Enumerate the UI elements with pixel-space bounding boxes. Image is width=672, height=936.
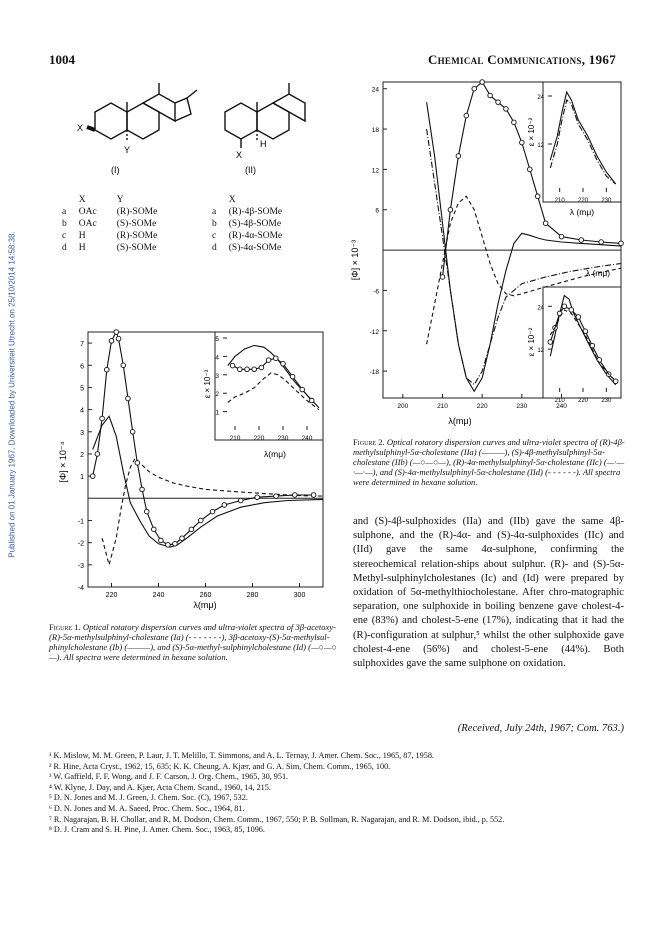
x-tick-label: 240: [301, 435, 313, 442]
y-tick-label: -6: [373, 288, 379, 296]
x-tick-label: 210: [554, 398, 565, 404]
y-tick-label: -4: [77, 585, 84, 592]
y-tick-label: 6: [80, 363, 84, 371]
x-tick-label: 200: [397, 403, 409, 410]
data-point: [210, 509, 215, 514]
data-point: [199, 518, 204, 523]
data-point: [266, 358, 271, 363]
data-point: [480, 80, 485, 85]
y-tick-label: 4: [80, 407, 84, 415]
x-tick-label: 220: [105, 592, 118, 599]
data-point: [293, 493, 298, 498]
data-point: [488, 93, 493, 98]
x-tick-label: 210: [229, 435, 241, 442]
data-point: [274, 494, 279, 499]
figure-2-ylabel: [Φ] × 10⁻³: [350, 239, 360, 281]
y-tick-label: 3: [215, 372, 219, 380]
y-tick-label: 12: [537, 143, 544, 149]
data-point: [448, 207, 453, 212]
data-point: [259, 365, 264, 370]
data-point: [222, 503, 227, 508]
data-point: [114, 330, 119, 335]
data-point: [135, 461, 140, 466]
figure-2-inset-bottom-ylabel: ε × 10⁻²: [527, 327, 536, 357]
y-tick-label: 24: [537, 305, 544, 312]
data-point: [100, 416, 105, 421]
data-point: [255, 495, 260, 500]
data-point: [464, 113, 469, 118]
x-tick-label: 240: [152, 592, 165, 599]
x-tick-label: 260: [199, 592, 212, 599]
y-tick-label: 12: [537, 348, 544, 355]
data-point: [597, 358, 602, 363]
figure-2-inset-top-ylabel: ε × 10⁻²: [527, 117, 536, 147]
data-point: [173, 541, 178, 546]
y-tick-label: 3: [80, 429, 84, 437]
y-tick-label: 2: [215, 391, 219, 399]
data-point: [527, 167, 532, 172]
struct-I-x: X: [77, 123, 84, 133]
page-number: 1004: [49, 52, 75, 67]
figure-1-xlabel: λ(mμ): [193, 600, 217, 610]
struct-II-label: (II): [245, 165, 256, 175]
data-point: [126, 396, 131, 401]
data-point: [311, 493, 316, 498]
figure-2-xlabel: λ(mμ): [448, 416, 472, 426]
data-point: [576, 315, 581, 320]
figure-2-inset-top-frame: [543, 82, 621, 202]
data-point: [619, 241, 624, 246]
x-tick-label: 220: [577, 398, 589, 404]
y-tick-label: 5: [215, 336, 219, 343]
data-point: [189, 527, 194, 532]
x-tick-label: 300: [293, 592, 306, 599]
references: [49, 751, 624, 836]
data-point: [121, 363, 126, 368]
journal-header: Chemical Communications, 1967: [427, 52, 616, 67]
body-paragraph: and (S)-4β-sulphoxides (IIa) and (IIb) gave the same 4β-sulphone, and the (R)-4α- and (S)-4α-sulphoxides (IIc) and (IId) gave the same 4α-sulphone, confirming the stereochemical relation-ships about sulphur. (R)- and (S)-5α-Methyl-sulphinylcholestanes (Ic) and (Id) were prepared by oxidation of 5α-methylthiocholestane. After chro-matographic separation, one sulphoxide in boiling benzene gave cholest-4-ene (83%) and cholest-5-ene (17%), indicating that it had the (R)-configuration at sulphur,⁵ whilst the other sulphoxide gave cholest-4-ene (56%) and cholest-5-ene (44%). Both sulphoxides gave the same sulphone on oxidation.: [353, 516, 624, 670]
struct-II-x: X: [236, 150, 243, 160]
data-point: [95, 452, 100, 457]
data-point: [562, 304, 567, 309]
data-point: [152, 527, 157, 532]
y-tick-label: 1: [80, 474, 84, 482]
x-tick-label: 280: [246, 592, 259, 599]
struct-II-h: H: [260, 139, 267, 149]
data-point: [440, 275, 445, 280]
steroid-structures: [75, 78, 310, 188]
y-tick-label: 18: [371, 127, 379, 135]
y-tick-label: 2: [80, 451, 84, 459]
data-point: [535, 194, 540, 199]
data-point: [90, 474, 95, 479]
data-point: [252, 367, 257, 372]
table-I: X Y a OAc (R)-SOMe b OAc (S)-SOMe c H (R)-SOMe d H (S)-SOMe: [62, 195, 158, 253]
y-tick-label: 6: [375, 207, 379, 215]
x-tick-label: 230: [277, 435, 289, 442]
data-point: [569, 308, 574, 313]
figure-1-caption: Figure 1. Optical rotatory dispersion curves and ultra-violet spectra of 3β-acetoxy-(R)-5α-methylsulphinyl-cholestane (Ia) (- - - - - - -), 3β-acetoxy-(S)-5α-methylsul-phinylcholestane (Ib) (———), and (S)-5α-methyl-sulphinylcholestane (Id) (—○—○—). All spectra were determined in hexane solution.: [49, 622, 337, 662]
data-point: [140, 487, 145, 492]
data-point: [290, 374, 295, 379]
figure-2-inset-bottom-xlabel: λ (mμ): [585, 268, 611, 278]
y-tick-label: 5: [80, 385, 84, 393]
data-point: [310, 398, 315, 403]
x-tick-label: 230: [516, 403, 528, 410]
figure-1-chart: [60, 322, 335, 612]
y-tick-label: -12: [369, 328, 379, 336]
reference-item: ² R. Hine, Acta Cryst., 1962, 15, 635; K. K. Cheung, A. Kjær, and G. A. Sim, Chem. Comm., 1965, 100.: [49, 761, 391, 771]
data-point: [230, 363, 235, 368]
reference-item: ⁷ R. Nagarajan, B. H. Chollar, and R. M. Dodson, Chem. Comm., 1967, 550; P. B. Sollman, R. Nagarajan, and R. M. Dodson, ibid., p. 552.: [49, 814, 505, 824]
y-tick-label: -2: [77, 540, 84, 548]
data-point: [504, 107, 509, 112]
x-tick-label: 230: [601, 198, 612, 204]
reference-item: ¹ K. Mislow, M. M. Green, P. Laur, J. T. Melillo, T. Simmons, and A. L. Ternay, J. Amer. Chem. Soc., 1965, 87, 1958.: [49, 751, 434, 760]
y-tick-label: 7: [80, 341, 84, 349]
data-point: [130, 429, 135, 434]
data-point: [281, 361, 286, 366]
data-point: [599, 240, 604, 245]
y-tick-label: 1: [215, 409, 219, 417]
figure-2-inset-top-xlabel: λ (mμ): [569, 207, 595, 217]
provenance-note: Published on 01 January 1967. Downloaded by Universiteit Utrecht on 25/10/2014 14:58:38.: [7, 231, 17, 558]
struct-I-label: (I): [111, 165, 120, 175]
data-point: [520, 140, 525, 145]
table-II: X a (R)-4β-SOMe b (S)-4β-SOMe c (R)-4α-SOMe d (S)-4α-SOMe: [212, 195, 283, 253]
figure-1-inset-xlabel: λ(mμ): [264, 449, 286, 459]
x-tick-label: 210: [554, 198, 565, 204]
reference-item: ³ W. Gaffield, F. F. Wong, and J. F. Carson, J. Org. Chem., 1965, 30, 951.: [49, 772, 289, 782]
data-point: [180, 536, 185, 541]
data-point: [543, 221, 548, 226]
y-tick-label: 4: [215, 354, 219, 362]
data-point: [159, 538, 164, 543]
figure-2-chart: [348, 72, 628, 427]
x-tick-label: 220: [253, 435, 265, 442]
data-point: [579, 238, 584, 243]
received-note: (Received, July 24th, 1967; Com. 763.): [457, 723, 624, 734]
data-point: [548, 340, 553, 345]
data-point: [166, 543, 171, 548]
y-tick-label: 24: [537, 95, 544, 101]
data-point: [109, 339, 114, 344]
figure-2-inset-bottom-frame: [543, 287, 621, 398]
data-point: [590, 343, 595, 348]
data-point: [300, 387, 305, 392]
y-tick-label: 24: [371, 86, 379, 94]
reference-item: ⁶ D. N. Jones and M. A. Saeed, Proc. Chem. Soc., 1964, 81.: [49, 803, 245, 813]
x-tick-label: 210: [437, 403, 448, 410]
figure-1-ylabel: [Φ] × 10⁻⁴: [58, 441, 68, 483]
data-point: [559, 234, 564, 239]
data-point: [144, 509, 149, 514]
y-tick-label: -3: [77, 562, 84, 570]
figure-1-inset-ylabel: ε × 10⁻³: [203, 369, 212, 399]
figure-1-inset-frame: [215, 332, 323, 440]
y-tick-label: -1: [77, 518, 84, 526]
x-tick-label: 240: [556, 403, 567, 410]
data-point: [496, 100, 501, 105]
data-point: [245, 367, 250, 372]
data-point: [238, 367, 243, 372]
y-tick-label: -18: [369, 369, 379, 377]
reference-item: ⁵ D. N. Jones and M. J. Green, J. Chem. Soc. (C), 1967, 532.: [49, 793, 248, 803]
data-point: [116, 336, 121, 341]
figure-2-caption: Figure 2. Optical rotatory dispersion curves and ultra-violet spectra of (R)-4β-methylsulphinyl-5α-cholestane (IIa) (———), (S)-4β-methylsulphinyl-5α-cholestane (IIb) (—○—○—), (R)-4α-methylsulphinyl-5α-cholestane (IIc) (—·—·—·—), and (S)-4α-methylsulphinyl-5α-cholestane (IId) (- - - - - -). All spectra were determined in hexane solution.: [353, 437, 625, 487]
data-point: [512, 120, 517, 125]
data-point: [456, 154, 461, 159]
y-tick-label: 12: [371, 167, 379, 175]
data-point: [238, 498, 243, 503]
reference-item: ⁴ W. Klyne, J. Day, and A. Kjær, Acta Chem. Scand., 1960, 14, 215.: [49, 782, 271, 792]
x-tick-label: 220: [476, 403, 488, 410]
data-point: [105, 367, 110, 372]
struct-I-y: Y: [124, 145, 131, 155]
x-tick-label: 220: [577, 198, 589, 204]
reference-item: ⁸ D. J. Cram and S. H. Pine, J. Amer. Chem. Soc., 1963, 85, 1096.: [49, 825, 265, 835]
data-point: [472, 86, 477, 91]
data-point: [274, 356, 279, 361]
x-tick-label: 230: [601, 398, 612, 404]
